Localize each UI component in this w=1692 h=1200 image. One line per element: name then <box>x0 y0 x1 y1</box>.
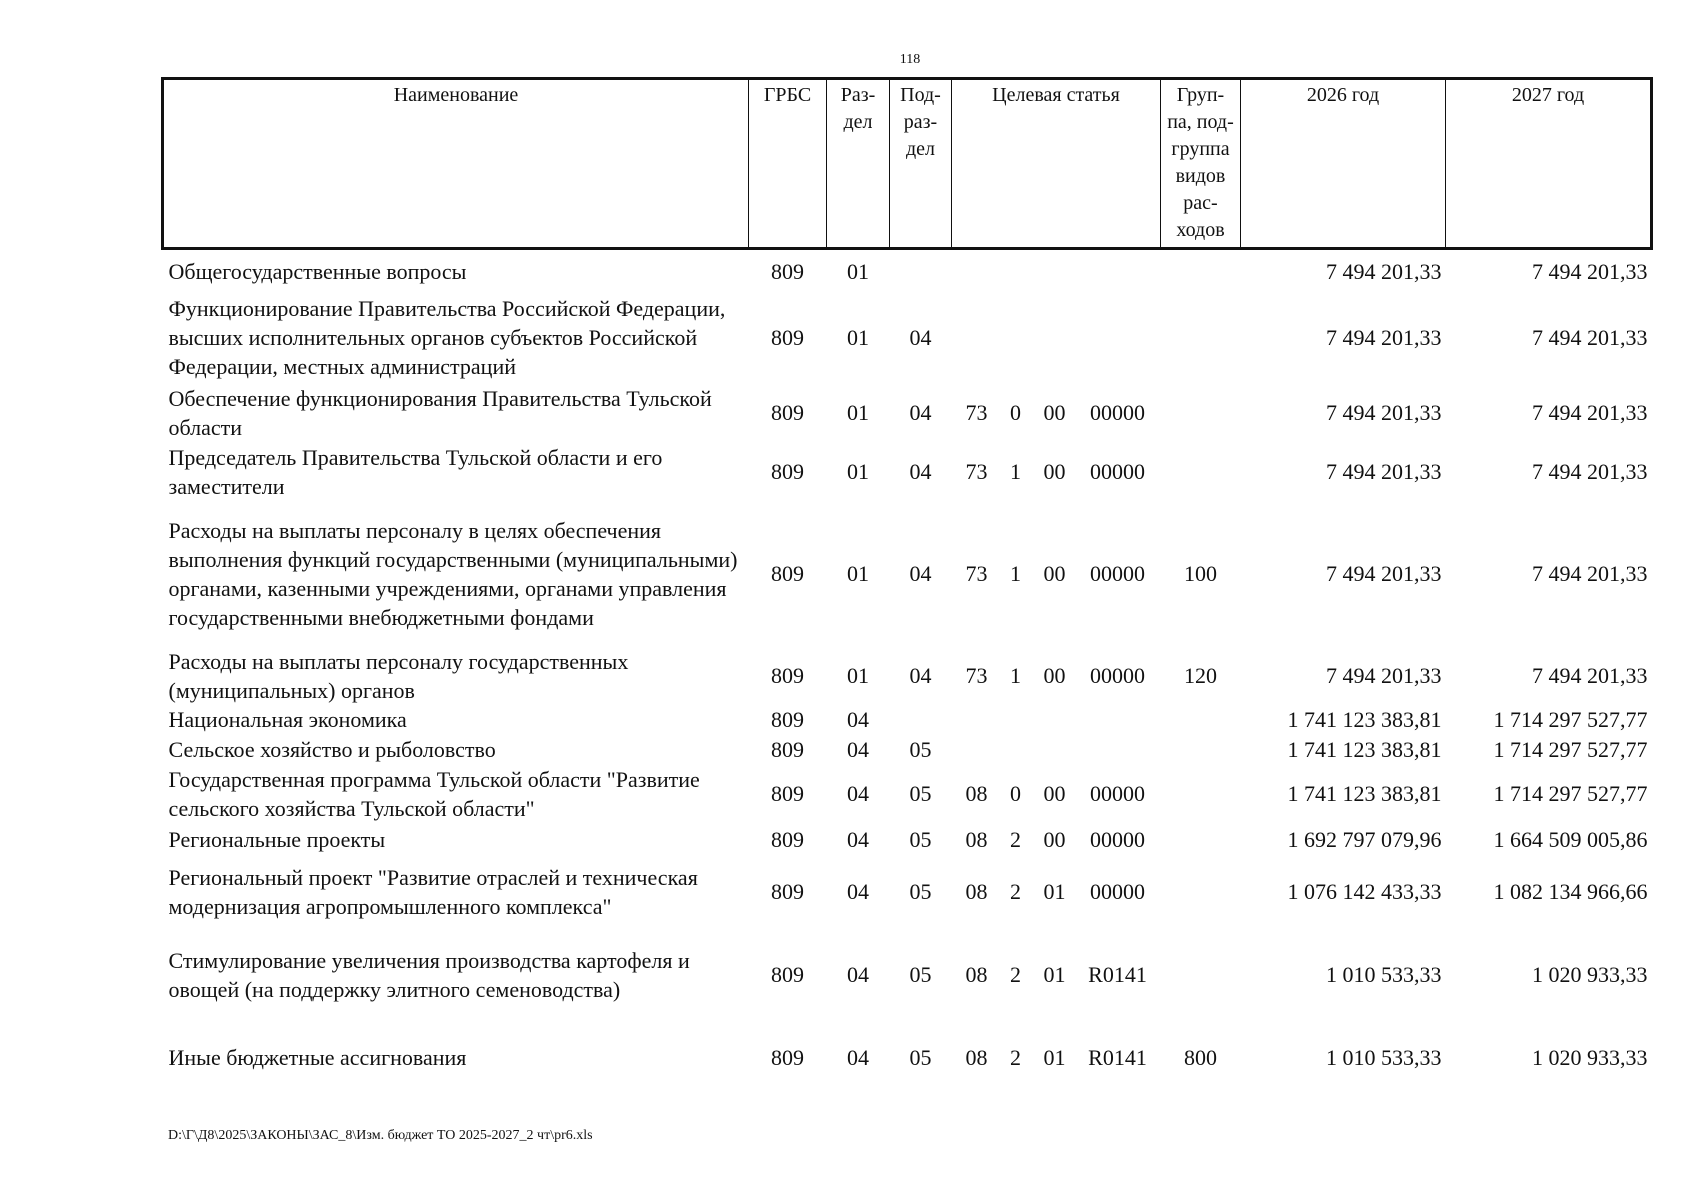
row-podrazdel: 04 <box>909 400 932 425</box>
table-row <box>163 765 1652 823</box>
row-amount-2027: 7 494 201,33 <box>1532 400 1648 425</box>
table-row <box>163 927 1652 1023</box>
row-amount-2026: 7 494 201,33 <box>1326 400 1442 425</box>
row-target-article <box>952 647 1161 705</box>
target-article-part: 00000 <box>1090 459 1145 484</box>
row-amount-2026: 1 076 142 433,33 <box>1287 879 1442 904</box>
target-article-parts <box>954 877 1159 906</box>
row-amount-2026: 7 494 201,33 <box>1326 561 1442 586</box>
row-target-article <box>952 735 1161 765</box>
row-podrazdel: 05 <box>909 962 932 987</box>
row-target-article <box>952 765 1161 823</box>
header-expense-group: Груп- па, под- группа видов рас- ходов <box>1161 79 1241 249</box>
row-podrazdel: 05 <box>909 781 932 806</box>
row-grbs: 809 <box>771 1045 804 1070</box>
row-amount-2026: 7 494 201,33 <box>1326 325 1442 350</box>
row-expense-group <box>1161 443 1241 501</box>
row-target-article <box>952 1023 1161 1093</box>
table-header <box>163 79 1652 249</box>
row-name: Региональные проекты <box>168 827 386 852</box>
row-amount-2026: 1 010 533,33 <box>1326 1045 1442 1070</box>
table-row <box>163 823 1652 857</box>
row-amount-2026: 1 692 797 079,96 <box>1287 827 1442 852</box>
target-article-part: 00 <box>1043 827 1066 852</box>
row-grbs: 809 <box>771 962 804 987</box>
table-row <box>163 383 1652 443</box>
target-article-part: 73 <box>965 561 988 586</box>
target-article-part: 2 <box>1010 1045 1021 1070</box>
row-amount-2027: 1 020 933,33 <box>1532 962 1648 987</box>
budget-sheet <box>161 77 1650 1093</box>
row-razdel: 01 <box>847 325 869 350</box>
target-article-part: 08 <box>965 827 988 852</box>
target-article-part: 0 <box>1010 781 1021 806</box>
header-year-2027: 2027 год <box>1446 79 1652 249</box>
row-razdel: 04 <box>847 1045 869 1070</box>
row-amount-2026: 7 494 201,33 <box>1326 258 1442 284</box>
target-article-part: 00 <box>1043 400 1066 425</box>
row-razdel: 04 <box>847 737 869 762</box>
target-article-parts <box>954 825 1159 854</box>
row-razdel: 04 <box>847 707 869 732</box>
row-target-article <box>952 443 1161 501</box>
row-expense-group <box>1161 765 1241 823</box>
target-article-part: 73 <box>965 400 988 425</box>
row-name: Общегосударственные вопросы <box>168 258 467 284</box>
row-amount-2026: 1 741 123 383,81 <box>1287 737 1442 762</box>
row-grbs: 809 <box>771 663 804 688</box>
row-target-article <box>952 249 1161 293</box>
row-amount-2026: 1 741 123 383,81 <box>1287 781 1442 806</box>
target-article-part: R0141 <box>1088 962 1147 987</box>
row-grbs: 809 <box>771 325 804 350</box>
row-razdel: 01 <box>847 400 869 425</box>
target-article-part: 0 <box>1010 400 1021 425</box>
row-grbs: 809 <box>771 561 804 586</box>
row-grbs: 809 <box>771 827 804 852</box>
row-target-article <box>952 705 1161 735</box>
target-article-parts <box>954 779 1159 808</box>
row-amount-2026: 1 010 533,33 <box>1326 962 1442 987</box>
row-amount-2027: 7 494 201,33 <box>1532 325 1648 350</box>
row-name: Обеспечение функционирования Правительства Тульской области <box>168 385 712 440</box>
row-name: Региональный проект "Развитие отраслей и техническая модернизация агропромышленного комплекса" <box>168 864 698 919</box>
row-podrazdel: 04 <box>909 325 932 350</box>
table-row <box>163 249 1652 293</box>
row-razdel: 04 <box>847 781 869 806</box>
row-amount-2027: 7 494 201,33 <box>1532 663 1648 688</box>
table-body <box>163 249 1652 1093</box>
row-amount-2027: 1 714 297 527,77 <box>1493 707 1648 732</box>
row-expense-group <box>1161 927 1241 1023</box>
row-podrazdel: 05 <box>909 879 932 904</box>
target-article-part: 00000 <box>1090 827 1145 852</box>
table-row <box>163 443 1652 501</box>
row-amount-2027: 1 020 933,33 <box>1532 1045 1648 1070</box>
header-podrazdel: Под- раз- дел <box>890 79 952 249</box>
table-row <box>163 501 1652 647</box>
row-expense-group <box>1161 823 1241 857</box>
row-razdel: 01 <box>847 561 869 586</box>
row-name: Председатель Правительства Тульской области и его заместители <box>168 444 663 499</box>
row-amount-2027: 7 494 201,33 <box>1532 459 1648 484</box>
row-expense-group <box>1161 383 1241 443</box>
row-name: Национальная экономика <box>168 707 407 732</box>
target-article-parts <box>954 960 1159 989</box>
row-expense-group <box>1161 293 1241 383</box>
row-grbs: 809 <box>771 258 804 284</box>
target-article-part: 2 <box>1010 962 1021 987</box>
target-article-part: 08 <box>965 962 988 987</box>
row-amount-2027: 1 664 509 005,86 <box>1493 827 1648 852</box>
row-podrazdel: 04 <box>909 663 932 688</box>
target-article-parts <box>954 559 1159 588</box>
row-razdel: 01 <box>847 459 869 484</box>
target-article-part: 08 <box>965 879 988 904</box>
row-name: Расходы на выплаты персоналу в целях обеспечения выполнения функций государственными (муниципальными) органами, казенными учреждениями, органами управления государственными внебюджетными фондами <box>168 517 738 630</box>
target-article-part: 1 <box>1010 459 1021 484</box>
row-name: Сельское хозяйство и рыболовство <box>168 737 496 762</box>
row-target-article <box>952 293 1161 383</box>
row-podrazdel: 04 <box>909 561 932 586</box>
row-name: Расходы на выплаты персоналу государственных (муниципальных) органов <box>168 648 629 703</box>
row-grbs: 809 <box>771 400 804 425</box>
row-expense-group <box>1161 857 1241 927</box>
row-grbs: 809 <box>771 459 804 484</box>
row-amount-2026: 7 494 201,33 <box>1326 663 1442 688</box>
target-article-part: R0141 <box>1088 1045 1147 1070</box>
row-grbs: 809 <box>771 781 804 806</box>
target-article-parts <box>954 398 1159 427</box>
row-amount-2027: 1 082 134 966,66 <box>1493 879 1648 904</box>
target-article-part: 2 <box>1010 879 1021 904</box>
row-target-article <box>952 823 1161 857</box>
page-number: 118 <box>899 52 921 67</box>
row-expense-group: 800 <box>1184 1045 1217 1070</box>
target-article-part: 2 <box>1010 827 1021 852</box>
row-target-article <box>952 857 1161 927</box>
row-expense-group: 100 <box>1184 561 1217 586</box>
row-razdel: 01 <box>847 663 869 688</box>
row-target-article <box>952 501 1161 647</box>
row-podrazdel: 05 <box>909 827 932 852</box>
row-grbs: 809 <box>771 707 804 732</box>
target-article-part: 00000 <box>1090 561 1145 586</box>
row-expense-group <box>1161 705 1241 735</box>
table-row <box>163 293 1652 383</box>
row-expense-group <box>1161 735 1241 765</box>
row-amount-2026: 7 494 201,33 <box>1326 459 1442 484</box>
target-article-part: 1 <box>1010 663 1021 688</box>
row-podrazdel <box>890 705 952 735</box>
table-row <box>163 647 1652 705</box>
target-article-part: 01 <box>1043 1045 1066 1070</box>
target-article-part: 1 <box>1010 561 1021 586</box>
row-name: Функционирование Правительства Российской Федерации, высших исполнительных органов субъектов Российской Федерации, местных администраций <box>168 296 726 379</box>
table-row <box>163 857 1652 927</box>
target-article-part: 00000 <box>1090 400 1145 425</box>
row-amount-2027: 7 494 201,33 <box>1532 258 1648 284</box>
target-article-parts <box>954 457 1159 486</box>
row-razdel: 04 <box>847 827 869 852</box>
target-article-part: 08 <box>965 781 988 806</box>
row-expense-group <box>1161 249 1241 293</box>
target-article-part: 00 <box>1043 459 1066 484</box>
row-amount-2026: 1 741 123 383,81 <box>1287 707 1442 732</box>
target-article-part: 01 <box>1043 879 1066 904</box>
header-target-article: Целевая статья <box>952 79 1161 249</box>
target-article-part: 00 <box>1043 663 1066 688</box>
table-row <box>163 735 1652 765</box>
header-year-2026: 2026 год <box>1241 79 1446 249</box>
target-article-part: 01 <box>1043 962 1066 987</box>
row-name: Государственная программа Тульской области "Развитие сельского хозяйства Тульской области" <box>168 766 700 821</box>
header-grbs: ГРБС <box>749 79 827 249</box>
row-razdel: 01 <box>847 258 869 284</box>
table-row <box>163 705 1652 735</box>
header-razdel: Раз- дел <box>827 79 890 249</box>
row-razdel: 04 <box>847 879 869 904</box>
target-article-part: 00 <box>1043 561 1066 586</box>
target-article-part: 73 <box>965 459 988 484</box>
target-article-parts <box>954 1043 1159 1072</box>
row-podrazdel: 05 <box>909 1045 932 1070</box>
target-article-part: 00000 <box>1090 663 1145 688</box>
header-name: Наименование <box>163 79 749 249</box>
row-amount-2027: 1 714 297 527,77 <box>1493 737 1648 762</box>
row-target-article <box>952 927 1161 1023</box>
target-article-part: 08 <box>965 1045 988 1070</box>
row-amount-2027: 1 714 297 527,77 <box>1493 781 1648 806</box>
row-name: Иные бюджетные ассигнования <box>168 1045 467 1070</box>
target-article-part: 73 <box>965 663 988 688</box>
row-target-article <box>952 383 1161 443</box>
row-podrazdel: 05 <box>909 737 932 762</box>
target-article-part: 00000 <box>1090 879 1145 904</box>
row-grbs: 809 <box>771 737 804 762</box>
row-razdel: 04 <box>847 962 869 987</box>
row-name: Стимулирование увеличения производства картофеля и овощей (на поддержку элитного семеноводства) <box>168 947 690 1002</box>
budget-table <box>161 77 1653 1093</box>
row-podrazdel <box>890 249 952 293</box>
row-expense-group: 120 <box>1184 663 1217 688</box>
target-article-part: 00000 <box>1090 781 1145 806</box>
row-grbs: 809 <box>771 879 804 904</box>
target-article-part: 00 <box>1043 781 1066 806</box>
table-row <box>163 1023 1652 1093</box>
row-amount-2027: 7 494 201,33 <box>1532 561 1648 586</box>
row-podrazdel: 04 <box>909 459 932 484</box>
file-path-footer: D:\Г\Д8\2025\ЗАКОНЫ\ЗАС_8\Изм. бюджет ТО 2025-2027_2 чт\pr6.xls <box>168 1128 593 1143</box>
target-article-parts <box>954 661 1159 690</box>
